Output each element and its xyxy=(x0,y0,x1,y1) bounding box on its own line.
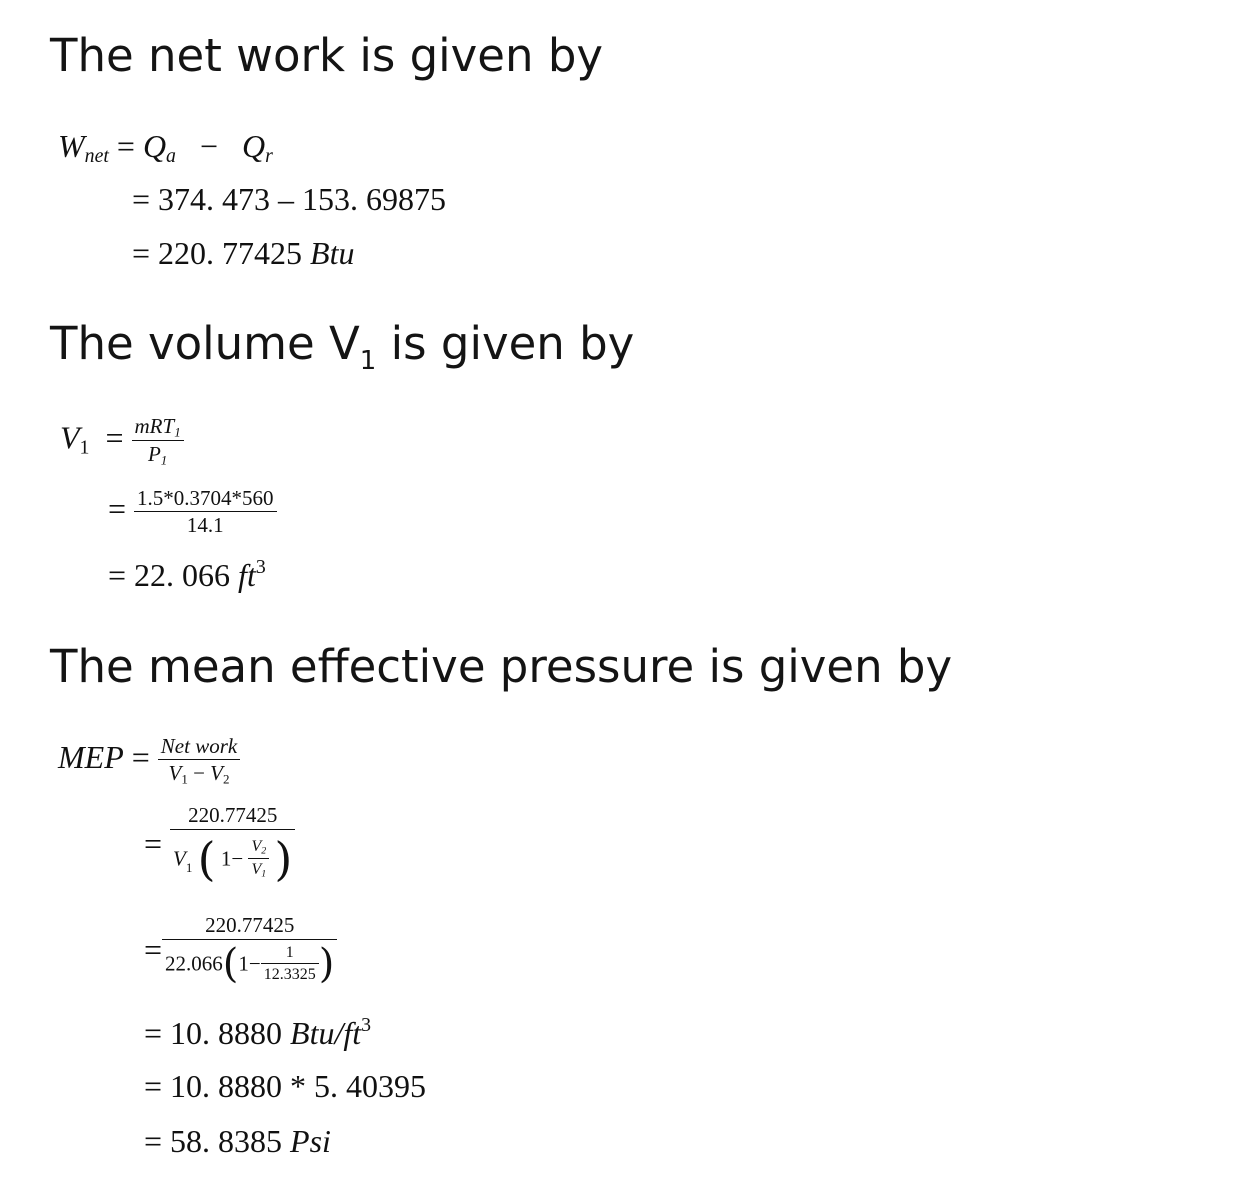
subscript-net: net xyxy=(84,144,109,167)
fraction-mrt-over-p xyxy=(132,416,184,467)
unit-psi: Psi xyxy=(290,1123,331,1159)
heading-net-work: The net work is given by xyxy=(50,29,604,82)
net-work-eq-line2: = 374. 473 – 153. 69875 xyxy=(132,181,447,217)
fraction-network-over-dv xyxy=(158,736,240,785)
fraction-numerator: 220.77425 xyxy=(162,915,337,940)
mep-eq-result1 xyxy=(144,1016,371,1049)
mep-value-btu: = 10. 8880 xyxy=(144,1014,291,1051)
mep-eq-line1: MEP = $\frac{\text{Net work}}{V_1 - V_2}$ xyxy=(58,736,240,785)
minus-sign: − xyxy=(199,128,219,164)
subscript-1: 1 xyxy=(79,436,90,459)
unit-ft: ft xyxy=(238,556,256,593)
inner-fraction-1-over-12: $\frac{1}{12.3325}$ xyxy=(261,945,319,983)
heading-mep: The mean effective pressure is given by xyxy=(50,640,953,693)
fraction-numerator: mRT$_1$ xyxy=(132,416,184,441)
unit-btu: Btu xyxy=(310,235,355,271)
fraction-denominator: $V_1$ ( 1− $\frac{V_2}{V_1}$ ) xyxy=(173,832,293,886)
net-work-value: = 220. 77425 xyxy=(132,235,311,271)
exponent-3: 3 xyxy=(361,1014,372,1036)
subscript-r: r xyxy=(265,144,273,167)
fraction-numerator: 1.5*0.3704*560 xyxy=(134,488,277,512)
volume-eq-line2: = $\frac{1.5*0.3704*560}{14.1}$ xyxy=(108,488,277,536)
volume-eq-line1: $V_1$ = $\frac{mRT_1}{P_1}$ xyxy=(60,416,184,467)
symbol-mep: MEP xyxy=(58,738,124,775)
mep-value-psi: = 58. 8385 xyxy=(144,1123,291,1159)
subscript-a: a xyxy=(166,144,176,167)
net-work-eq-line1: $W_{net} = Q_a$ − $Q_r$ xyxy=(58,128,273,167)
fraction-numerator: Net work xyxy=(158,736,240,760)
fraction-mep-numeric xyxy=(162,913,337,987)
symbol-w: W xyxy=(58,128,85,164)
mep-eq-result3 xyxy=(144,1125,331,1157)
heading-volume xyxy=(50,317,635,376)
fraction-numerator: 220.77425 xyxy=(170,805,295,830)
exponent-3: 3 xyxy=(255,556,266,578)
fraction-denominator: $P_1$ xyxy=(147,442,168,468)
unit-btu-per-ft: Btu/ft xyxy=(290,1014,362,1051)
heading-volume-subscript: 1 xyxy=(359,346,377,376)
symbol-qr: Q xyxy=(242,128,266,164)
mep-eq-line3: = 220.77425 22.066(1− $\frac{1}{12.3325}$ ) xyxy=(144,915,337,984)
heading-volume-text: The volume V xyxy=(50,317,360,370)
inner-fraction-v2-over-v1: $\frac{V_2}{V_1}$ xyxy=(248,839,269,880)
heading-volume-suffix: is given by xyxy=(376,317,635,370)
mep-eq-line2: = 220.77425 $V_1$ ( 1− $\frac{V_2}{V_1}$ ) xyxy=(144,805,295,882)
net-work-eq-line3 xyxy=(132,237,354,269)
symbol-qa: Q xyxy=(142,128,167,164)
volume-eq-result xyxy=(108,558,266,591)
fraction-volume-numeric xyxy=(134,488,277,536)
fraction-denominator: $V_1 - V_2$ xyxy=(168,761,230,787)
fraction-denominator: 14.1 xyxy=(186,513,224,537)
mep-eq-result2: = 10. 8880 * 5. 40395 xyxy=(144,1068,427,1104)
fraction-denominator: 22.066(1− $\frac{1}{12.3325}$ ) xyxy=(165,941,335,987)
volume-value: = 22. 066 xyxy=(108,556,239,593)
fraction-mep-symbolic xyxy=(170,803,295,886)
symbol-v1: V xyxy=(60,419,80,456)
